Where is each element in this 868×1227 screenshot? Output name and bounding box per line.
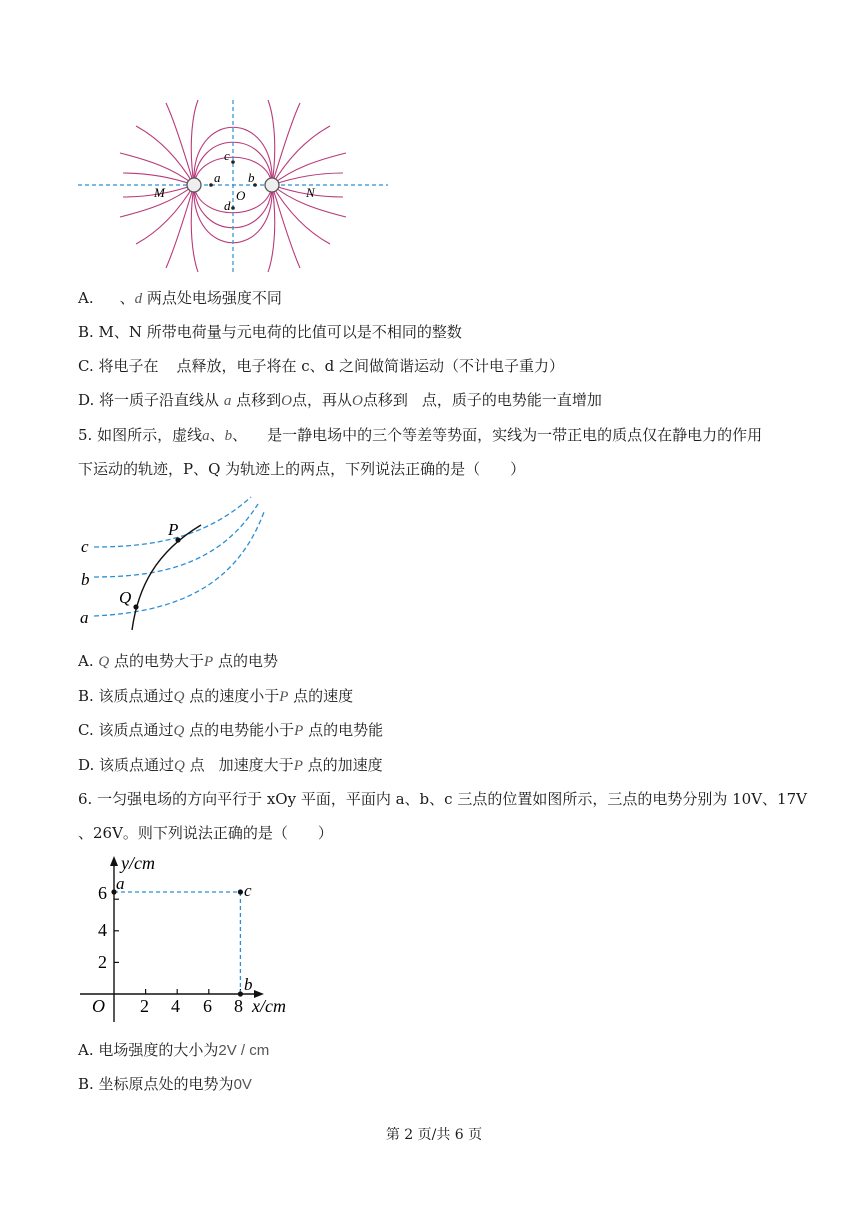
x-tick-6: 6 xyxy=(203,996,212,1016)
q5-stem-line2: 下运动的轨迹，P、Q 为轨迹上的两点，下列说法正确的是（ ） xyxy=(78,460,526,478)
x-tick-4: 4 xyxy=(171,996,180,1016)
label-b: b xyxy=(244,975,253,994)
q4-option-b: B. M、N 所带电荷量与元电荷的比值可以是不相同的整数 xyxy=(78,323,462,341)
label-a: a xyxy=(80,608,89,627)
ticks xyxy=(114,899,240,994)
label-O: O xyxy=(236,188,246,203)
y-tick-2: 2 xyxy=(98,952,107,972)
label-a: a xyxy=(116,874,125,893)
label-b: b xyxy=(248,170,255,185)
y-tick-6: 6 xyxy=(98,883,107,903)
dashed-lines xyxy=(114,892,240,994)
y-axis-label: y/cm xyxy=(121,853,155,873)
x-tick-2: 2 xyxy=(140,996,149,1016)
label-c: c xyxy=(224,148,230,163)
point-c xyxy=(231,160,235,164)
origin-label: O xyxy=(92,996,105,1016)
coordinate-svg xyxy=(76,852,306,1027)
charge-N xyxy=(265,178,279,192)
label-c: c xyxy=(81,537,89,556)
q6-option-b: B. 坐标原点处的电势为0V xyxy=(78,1075,252,1093)
equipotential-svg xyxy=(76,492,272,632)
coordinate-figure xyxy=(76,852,306,1027)
point-Q xyxy=(133,604,138,609)
x-tick-8: 8 xyxy=(234,996,243,1016)
label-c: c xyxy=(244,881,252,900)
label-d: d xyxy=(224,198,231,213)
label-Q: Q xyxy=(119,588,132,607)
page-footer: 第 2 页/共 6 页 xyxy=(385,1127,483,1143)
label-M: M xyxy=(154,185,165,200)
charge-M xyxy=(187,178,201,192)
point-a xyxy=(209,183,213,187)
field-lines-svg xyxy=(78,98,388,276)
label-b: b xyxy=(81,570,90,589)
point-d xyxy=(231,206,235,210)
q6-option-a: A. 电场强度的大小为2V / cm xyxy=(78,1041,270,1059)
label-a: a xyxy=(214,170,221,185)
q6-stem-line1: 6. 一匀强电场的方向平行于 xOy 平面，平面内 a、b、c 三点的位置如图所示，三点的电势分别为 10V、17V xyxy=(78,790,807,808)
x-axis-label: x/cm xyxy=(252,996,286,1016)
q6-stem-line2: 、26V。则下列说法正确的是（ ） xyxy=(78,824,333,842)
label-N: N xyxy=(306,185,315,200)
y-arrow-icon xyxy=(110,856,118,866)
equipotential-figure xyxy=(76,492,272,632)
q4-option-c: C. 将电子在 点释放，电子将在 c、d 之间做简谐运动（不计电子重力） xyxy=(78,357,565,375)
q5-option-d: D. 该质点通过Q 点 加速度大于P 点的加速度 xyxy=(78,756,383,774)
q4-option-a: A. 、d 两点处电场强度不同 xyxy=(78,289,282,307)
q5-option-c: C. 该质点通过Q 点的电势能小于P 点的电势能 xyxy=(78,721,384,739)
q5-option-a: A. Q 点的电势大于P 点的电势 xyxy=(78,652,278,670)
q5-option-b: B. 该质点通过Q 点的速度小于P 点的速度 xyxy=(78,687,354,705)
label-P: P xyxy=(168,520,179,539)
q5-stem-line1: 5. 如图所示，虚线a、b、 是一静电场中的三个等差等势面，实线为一带正电的质点仅在静电力的作用 xyxy=(78,426,763,444)
point-c xyxy=(238,889,243,894)
field-lines-figure xyxy=(78,98,388,276)
q4-option-d: D. 将一质子沿直线从 a 点移到O点，再从O点移到 点，质子的电势能一直增加 xyxy=(78,391,602,409)
y-tick-4: 4 xyxy=(98,920,107,940)
